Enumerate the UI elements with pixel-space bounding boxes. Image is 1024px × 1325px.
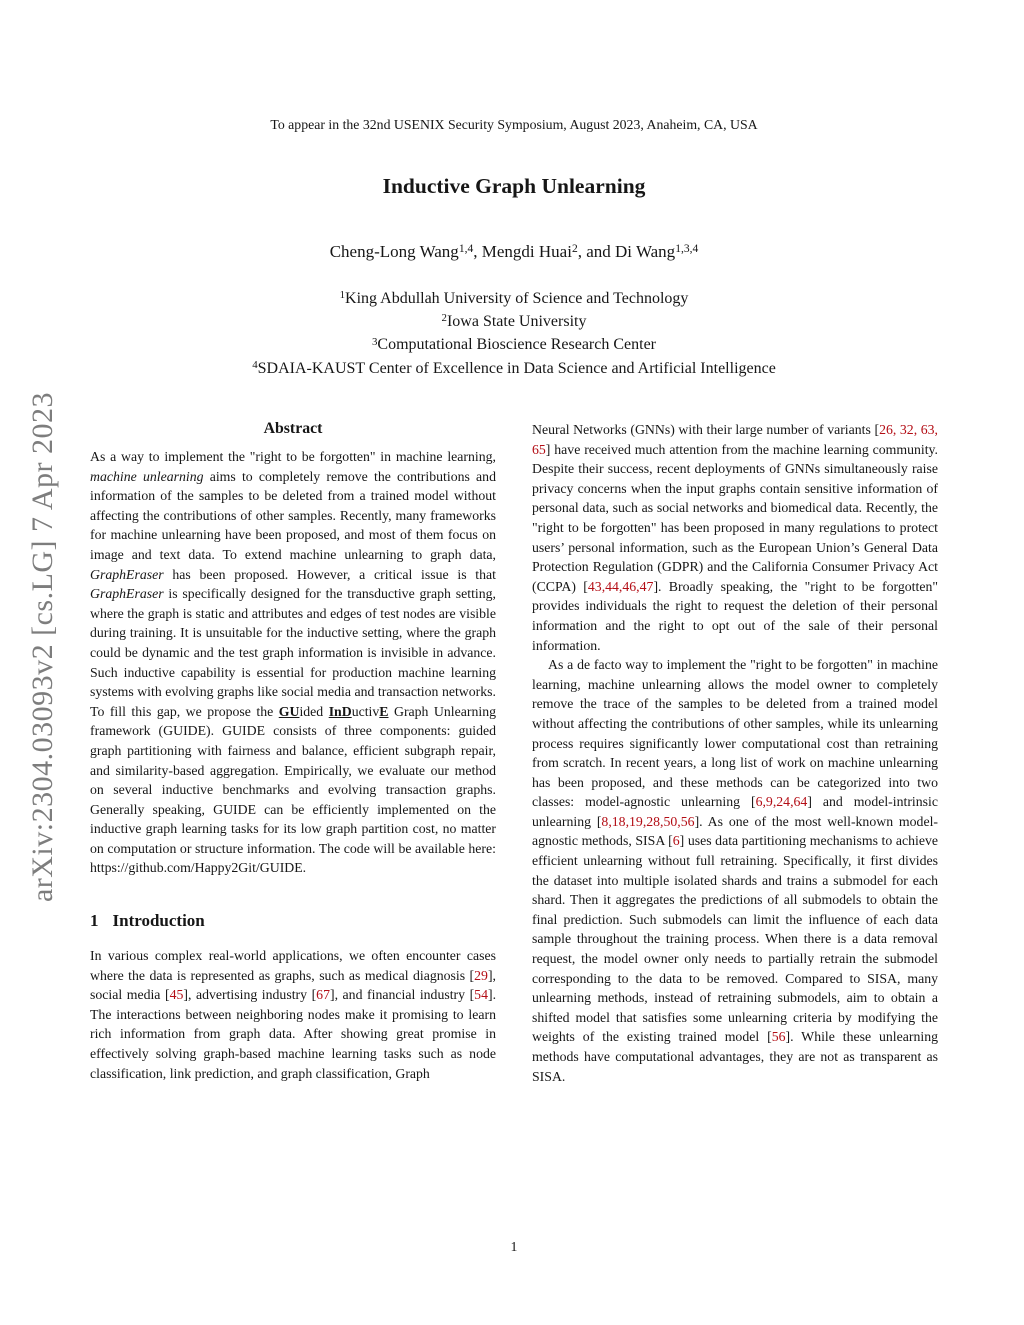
citation-link[interactable]: 8,18,19,28,50,56 (601, 813, 695, 829)
text-segment-i: GraphEraser (90, 586, 164, 602)
text-segment-i: GraphEraser (90, 566, 164, 582)
text-segment-i: machine unlearning (90, 468, 204, 484)
text-segment-sup: 1 (339, 289, 346, 302)
citation-link[interactable]: 26, 32, 63, 65 (532, 422, 938, 457)
text-segment-sup: 1,3,4 (675, 241, 699, 255)
two-column-body (90, 420, 938, 1086)
citation-link[interactable]: 6,9,24,64 (755, 794, 808, 810)
abstract-heading: Abstract (263, 420, 323, 437)
text-segment-sup: 1,4 (458, 241, 474, 255)
right-paragraph-1: Neural Networks (GNNs) with their large number of variants [26, 32, 63, 65] have received much attention from the machine learning community. Despite their success, recent deployments of GNNs simultaneously raise privacy concerns when the input graphs contain sensitive information of personal data, such as social networks and biomedical data. Recently, the "right to be forgotten" has been proposed in many regulations to protect users’ personal information, such as the European Union’s General Data Protection Regulation (GDPR) and the California Consumer Privacy Act (CCPA) [43,44,46,47]. Broadly speaking, the "right to be forgotten" provides individuals the right to request the deletion of their personal information and the right to opt out of the sale of their personal information. (532, 422, 938, 653)
author-line: Cheng-Long Wang$^{1,4}$, Mengdi Huai$^2$, and Di Wang$^{1,3,4}$ (329, 241, 699, 261)
citation-link[interactable]: 56 (771, 1029, 786, 1045)
text-segment-bu: InD (328, 703, 352, 719)
citation-link[interactable]: 43,44,46,47 (587, 578, 654, 594)
citation-link[interactable]: 6 (672, 833, 680, 849)
affiliation-2: $^2$Iowa State University (441, 312, 587, 331)
conference-notice: To appear in the 32nd USENIX Security Symposium, August 2023, Anaheim, CA, USA (270, 117, 758, 132)
text-segment-bu: GU (278, 703, 300, 719)
text-segment-sup: 2 (571, 241, 578, 255)
section-number: 1 (90, 911, 99, 931)
affiliation-4: $^4$SDAIA-KAUST Center of Excellence in Data Science and Artificial Intelligence (252, 358, 776, 377)
section-heading-introduction (90, 911, 496, 931)
left-column (90, 420, 496, 1086)
affiliation-3: $^3$Computational Bioscience Research Center (371, 335, 656, 354)
text-segment-sup: 3 (371, 335, 378, 348)
text-segment-sup: 2 (441, 312, 447, 325)
page-number: 1 (510, 1239, 518, 1254)
abstract-paragraph: As a way to implement the "right to be forgotten" in machine learning, machine unlearning aims to completely remove the contributions and information of the samples to be deleted from a trained model without affecting the contributions of other samples. Recently, many frameworks for machine unlearning have been proposed, and most of them focus on image and text data. To extend machine unlearning to graph data, GraphEraser has been proposed. However, a critical issue is that GraphEraser is specifically designed for the transductive graph setting, where the graph is static and attributes and edges of test nodes are visible during training. It is unsuitable for the inductive setting, where the graph could be dynamic and the test graph information is invisible in advance. Such inductive capability is essential for production machine learning systems with evolving graphs like social media and transaction networks. To fill this gap, we propose the GUided InDuctivE Graph Unlearning framework (GUIDE). GUIDE consists of three components: guided graph partitioning with fairness and balance, efficient subgraph repair, and similarity-based aggregation. Empirically, we evaluate our method on several inductive benchmarks and evolving transaction graphs. Generally speaking, GUIDE can be efficiently implemented on the inductive graph learning tasks for its low graph partition cost, no matter on computation or structure information. The code will be available here: https://github.com/Happy2Git/GUIDE. (90, 449, 497, 876)
text-segment-sup: 4 (252, 358, 258, 371)
affiliation-1: $^1$King Abdullah University of Science and Technology (339, 289, 689, 307)
citation-link[interactable]: 54 (474, 987, 488, 1003)
paper-title: Inductive Graph Unlearning (382, 174, 646, 198)
affiliation-list (90, 287, 938, 380)
citation-link[interactable]: 29 (474, 967, 488, 983)
section-title: Introduction (112, 911, 205, 931)
right-column (532, 420, 938, 1086)
citation-link[interactable]: 67 (316, 987, 330, 1003)
arxiv-watermark: arXiv:2304.03093v2 [cs.LG] 7 Apr 2023 (26, 391, 59, 903)
text-segment-bu: E (379, 703, 389, 719)
right-paragraph-2: As a de facto way to implement the "right to be forgotten" in machine learning, machine unlearning allows the model owner to completely remove the trace of the samples to be deleted from a trained model without affecting the contributions of other samples, while its unlearning process requires significantly lower computational cost than retraining from scratch. In recent years, a long list of work on machine unlearning has been proposed, and these methods can be categorized into two classes: model-agnostic unlearning [6,9,24,64] and model-intrinsic unlearning [8,18,19,28,50,56]. As one of the most well-known model-agnostic methods, SISA [6] uses data partitioning mechanisms to achieve efficient unlearning without full retraining. Specifically, it first divides the dataset into multiple isolated shards and trains a submodel for each shard. Then it aggregates the predictions of all submodels to obtain the final prediction. Such submodels can limit the influence of each data sample throughout the training process. When there is a data removal request, the model owner only needs to partially retrain the submodel corresponding to the data to be removed. Compared to SISA, many unlearning methods, instead of retraining submodels, aim to obtain a shifted model that satisfies some unlearning criteria by modifying the weights of the existing trained model [56]. While these unlearning methods have computational advantages, they are not as transparent as SISA. (532, 657, 939, 1084)
citation-link[interactable]: 45 (169, 987, 184, 1003)
introduction-paragraph: In various complex real-world applications, we often encounter cases where the data is represented as graphs, such as medical diagnosis [29], social media [45], advertising industry [67], and financial industry [54]. The interactions between neighboring nodes make it promising to learn rich information from graph data. After showing great promise in effectively solving graph-based machine learning tasks such as node classification, link prediction, and graph classification, Graph (90, 948, 497, 1081)
